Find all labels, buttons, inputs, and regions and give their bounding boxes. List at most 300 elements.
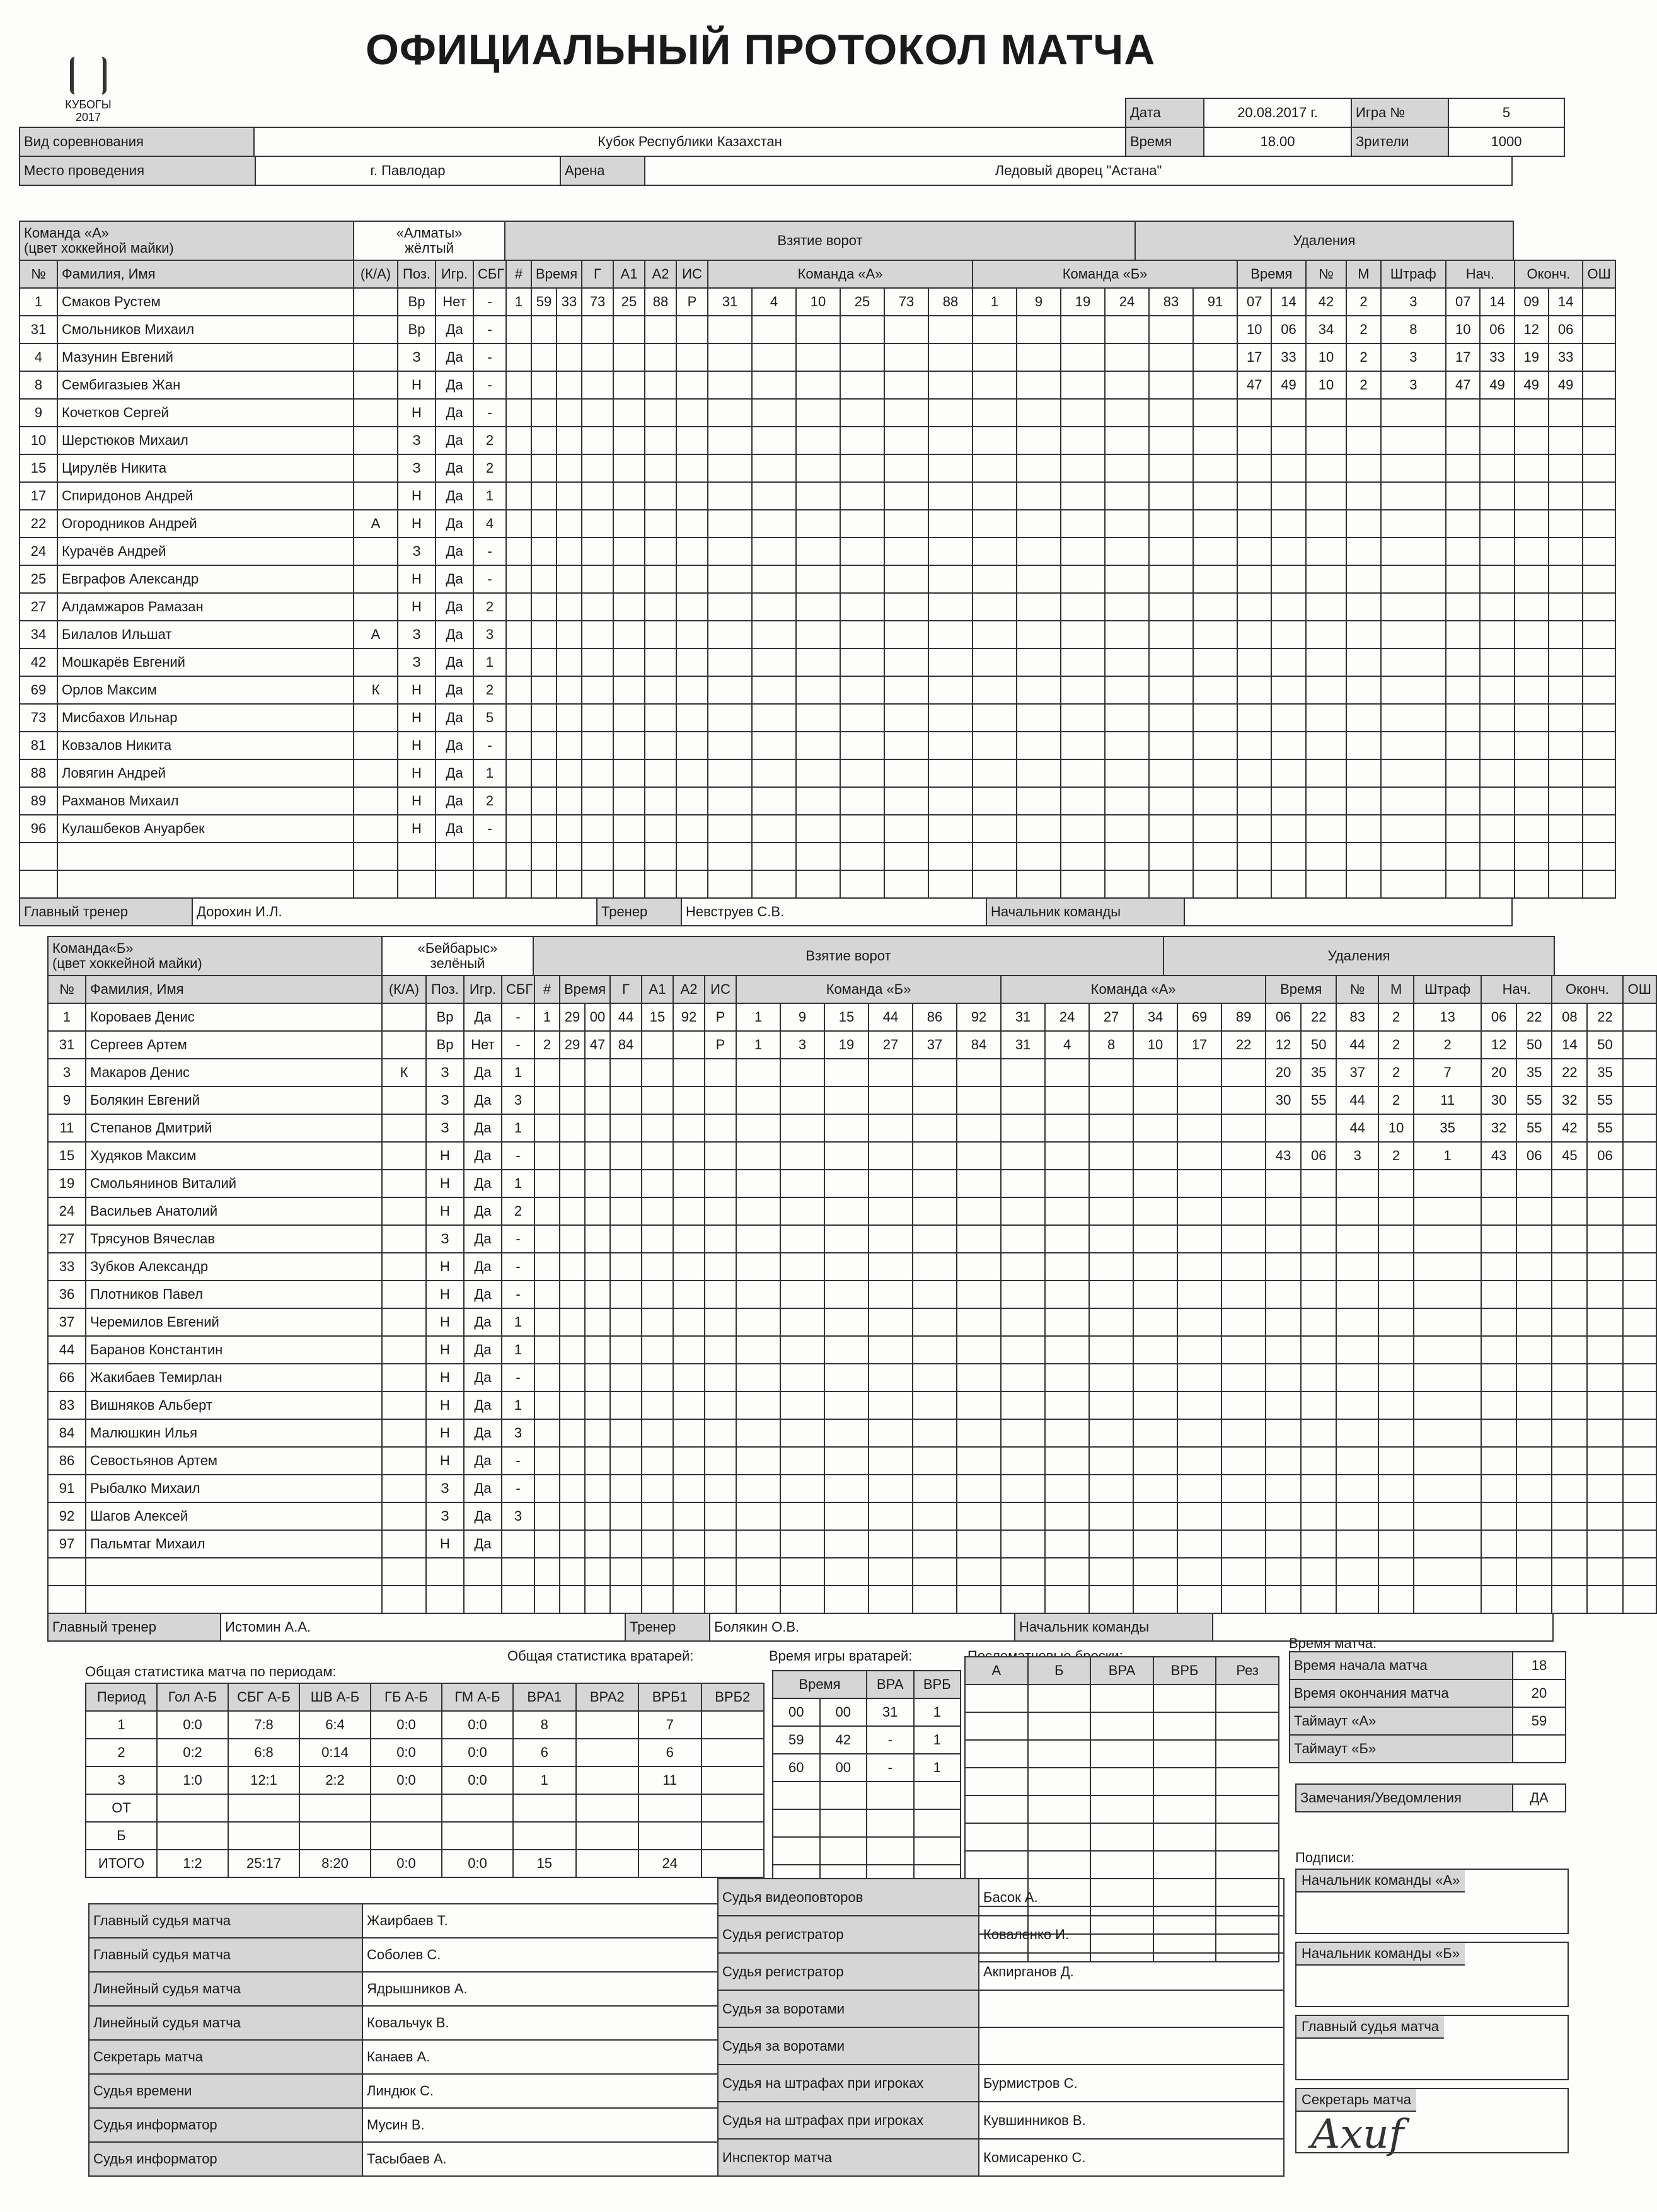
- penalty-row: [1266, 1031, 1656, 1059]
- empty-cell: [708, 870, 752, 898]
- empty-cell: [1381, 593, 1446, 621]
- player-name: Смаков Рустем: [57, 288, 354, 316]
- empty-cell: [1516, 1391, 1552, 1419]
- player-sbg: 1: [473, 482, 506, 510]
- empty-cell: [673, 1253, 705, 1281]
- empty-cell: [973, 371, 1017, 399]
- empty-cell: [20, 870, 57, 898]
- player-played: Да: [464, 1281, 502, 1308]
- penalty-cell: 44: [1336, 1031, 1378, 1059]
- empty-cell: [1336, 1419, 1378, 1447]
- on-ice-opp: 4: [1045, 1031, 1089, 1059]
- empty-cell: [1017, 759, 1061, 787]
- goal-row: [506, 815, 1237, 843]
- shootout-row: [965, 1795, 1279, 1823]
- period-cell: [157, 1794, 228, 1822]
- arena-label: Арена: [560, 156, 645, 185]
- empty-cell: [613, 648, 645, 676]
- empty-cell: [824, 1586, 869, 1613]
- empty-cell: [1028, 1712, 1091, 1740]
- player-position: З: [398, 343, 436, 371]
- empty-cell: [1481, 1391, 1516, 1419]
- empty-cell: [1583, 759, 1615, 787]
- empty-cell: [973, 870, 1017, 898]
- period-cell: 1:0: [157, 1766, 228, 1794]
- empty-cell: [1336, 1281, 1378, 1308]
- penalty-cell: 55: [1516, 1114, 1552, 1142]
- penalty-row: [1237, 815, 1615, 843]
- empty-cell: [1378, 1225, 1414, 1253]
- empty-cell: [1623, 1447, 1657, 1475]
- player-row: [20, 371, 506, 399]
- goals-header: [534, 976, 1266, 1003]
- empty-cell: [708, 316, 752, 343]
- on-ice-opp: 34: [1133, 1003, 1177, 1031]
- empty-cell: [884, 482, 928, 510]
- player-role: [382, 1114, 426, 1142]
- player-played: Да: [436, 510, 473, 538]
- empty-cell: [752, 510, 796, 538]
- penalty-row: [1266, 1336, 1656, 1364]
- empty-cell: [1045, 1197, 1089, 1225]
- empty-cell: [752, 732, 796, 759]
- player-role: [382, 1336, 426, 1364]
- empty-cell: [1105, 510, 1149, 538]
- empty-cell: [1346, 870, 1380, 898]
- empty-cell: [1301, 1225, 1336, 1253]
- empty-cell: [1061, 399, 1105, 427]
- empty-cell: [473, 870, 506, 898]
- empty-cell: [1001, 1502, 1045, 1530]
- period-cell: 12:1: [228, 1766, 299, 1794]
- empty-cell: [1017, 843, 1061, 870]
- empty-cell: [1583, 454, 1615, 482]
- player-number: 31: [48, 1031, 86, 1059]
- empty-cell: [1623, 1586, 1657, 1613]
- empty-cell: [914, 1782, 961, 1809]
- empty-cell: [884, 454, 928, 482]
- official-row: [718, 2102, 1284, 2139]
- empty-cell: [1381, 454, 1446, 482]
- empty-cell: [840, 621, 884, 648]
- empty-cell: [1378, 1308, 1414, 1336]
- player-name: Мошкарёв Евгений: [57, 648, 354, 676]
- empty-cell: [1306, 843, 1347, 870]
- empty-cell: [1346, 648, 1380, 676]
- penalty-row: [1266, 1086, 1656, 1114]
- empty-cell: [1378, 1364, 1414, 1391]
- empty-cell: [560, 1475, 585, 1502]
- empty-cell: [531, 399, 557, 427]
- empty-cell: [840, 759, 884, 787]
- empty-cell: [1266, 1586, 1301, 1613]
- empty-cell: [705, 1502, 736, 1530]
- empty-cell: [1515, 454, 1549, 482]
- penalty-cell: 19: [1515, 343, 1549, 371]
- empty-cell: [913, 1225, 957, 1253]
- penalty-cell: 49: [1549, 371, 1583, 399]
- period-col-header: ГБ А-Б: [371, 1683, 442, 1711]
- empty-cell: [752, 316, 796, 343]
- team-a-trainer: Невструев С.В.: [681, 898, 986, 926]
- on-ice-own: 37: [913, 1031, 957, 1059]
- col-on-ice-opp: Команда «Б»: [973, 260, 1237, 288]
- empty-cell: [1587, 1447, 1622, 1475]
- player-played: Да: [464, 1253, 502, 1281]
- player-sbg: 2: [473, 676, 506, 704]
- empty-cell: [1237, 787, 1271, 815]
- empty-cell: [736, 1364, 780, 1391]
- player-role: [354, 482, 398, 510]
- empty-cell: [1149, 482, 1193, 510]
- empty-cell: [1346, 510, 1380, 538]
- empty-cell: [913, 1391, 957, 1419]
- player-played: Да: [436, 316, 473, 343]
- empty-cell: [1089, 1197, 1133, 1225]
- goal-row: [506, 371, 1237, 399]
- player-sbg: -: [473, 399, 506, 427]
- empty-cell: [1089, 1253, 1133, 1281]
- empty-cell: [676, 732, 708, 759]
- goalie-cell: [701, 1850, 765, 1877]
- periods-title: Общая статистика матча по периодам:: [85, 1664, 337, 1679]
- time-label: Время: [1126, 127, 1204, 156]
- on-ice-own: 44: [869, 1003, 913, 1031]
- player-sbg: 2: [473, 454, 506, 482]
- period-cell: 0:0: [442, 1711, 513, 1739]
- empty-cell: [1216, 1685, 1279, 1712]
- empty-cell: [752, 870, 796, 898]
- empty-cell: [1177, 1308, 1221, 1336]
- official-row: [718, 1916, 1284, 1953]
- empty-cell: [1583, 427, 1615, 454]
- empty-cell: [1090, 1740, 1153, 1768]
- player-sbg: -: [502, 1253, 534, 1281]
- empty-cell: [1552, 1530, 1587, 1558]
- official-role: Судья информатор: [89, 2108, 362, 2142]
- empty-cell: [534, 1391, 560, 1419]
- empty-cell: [557, 371, 582, 399]
- penalty-cell: 2: [1346, 316, 1380, 343]
- empty-cell: [531, 815, 557, 843]
- team-a-roster: [19, 260, 507, 899]
- empty-cell: [1017, 732, 1061, 759]
- col-on-ice-own: Команда «Б»: [736, 976, 1001, 1003]
- empty-cell: [642, 1502, 673, 1530]
- player-row: [20, 427, 506, 454]
- goal-row: [506, 343, 1237, 371]
- player-name: Плотников Павел: [86, 1281, 382, 1308]
- period-cell: 0:0: [371, 1711, 442, 1739]
- penalty-row: [1237, 565, 1615, 593]
- player-position: З: [398, 538, 436, 565]
- empty-cell: [1133, 1530, 1177, 1558]
- empty-cell: [957, 1281, 1001, 1308]
- player-sbg: -: [502, 1142, 534, 1170]
- empty-cell: [560, 1114, 585, 1142]
- empty-cell: [1221, 1308, 1266, 1336]
- player-sbg: -: [473, 343, 506, 371]
- empty-cell: [1001, 1447, 1045, 1475]
- on-ice-opp: 83: [1149, 288, 1193, 316]
- empty-cell: [1446, 732, 1480, 759]
- penalty-row: [1237, 843, 1615, 870]
- goalies-title: Общая статистика вратарей:: [507, 1648, 694, 1664]
- empty-cell: [1177, 1475, 1221, 1502]
- empty-cell: [1001, 1142, 1045, 1170]
- on-ice-opp: 24: [1045, 1003, 1089, 1031]
- signature-label: Главный судья матча: [1296, 2016, 1444, 2039]
- penalty-cell: 13: [1414, 1003, 1481, 1031]
- player-position: Н: [398, 787, 436, 815]
- empty-cell: [1378, 1253, 1414, 1281]
- player-role: А: [354, 621, 398, 648]
- player-row: [20, 565, 506, 593]
- empty-cell: [1583, 787, 1615, 815]
- empty-cell: [1105, 870, 1149, 898]
- empty-cell: [928, 510, 973, 538]
- empty-cell: [1549, 538, 1583, 565]
- goal-assist1: [642, 1031, 673, 1059]
- empty-cell: [705, 1225, 736, 1253]
- penalty-cell: 14: [1271, 288, 1305, 316]
- empty-cell: [1193, 759, 1237, 787]
- empty-cell: [1221, 1114, 1266, 1142]
- empty-cell: [820, 1782, 867, 1809]
- empty-cell: [1583, 565, 1615, 593]
- empty-cell: [1177, 1059, 1221, 1086]
- empty-cell: [1133, 1281, 1177, 1308]
- empty-cell: [1237, 843, 1271, 870]
- goal-row: [534, 1225, 1266, 1253]
- empty-cell: [1480, 399, 1514, 427]
- empty-cell: [1481, 1364, 1516, 1391]
- empty-cell: [613, 454, 645, 482]
- empty-cell: [557, 454, 582, 482]
- empty-cell: [957, 1170, 1001, 1197]
- empty-cell: [585, 1281, 610, 1308]
- player-position: Н: [426, 1308, 464, 1336]
- player-name: Смольянинов Виталий: [86, 1170, 382, 1197]
- empty-cell: [824, 1419, 869, 1447]
- empty-cell: [965, 1851, 1028, 1879]
- empty-cell: [557, 343, 582, 371]
- player-sbg: -: [473, 371, 506, 399]
- empty-cell: [48, 1558, 86, 1586]
- empty-cell: [928, 538, 973, 565]
- empty-cell: [796, 815, 840, 843]
- empty-cell: [869, 1391, 913, 1419]
- empty-cell: [796, 870, 840, 898]
- player-played: Нет: [436, 288, 473, 316]
- player-sbg: 2: [473, 427, 506, 454]
- player-played: Да: [464, 1086, 502, 1114]
- player-played: Да: [464, 1475, 502, 1502]
- empty-cell: [1301, 1530, 1336, 1558]
- empty-cell: [913, 1586, 957, 1613]
- shootout-row: [965, 1768, 1279, 1795]
- empty-cell: [1346, 427, 1380, 454]
- goal-row: [534, 1308, 1266, 1336]
- empty-cell: [1149, 565, 1193, 593]
- penalty-cell: 35: [1516, 1059, 1552, 1086]
- empty-cell: [1133, 1114, 1177, 1142]
- empty-cell: [840, 343, 884, 371]
- empty-cell: [1271, 704, 1305, 732]
- empty-cell: [1061, 815, 1105, 843]
- empty-cell: [1149, 343, 1193, 371]
- penalty-cell: 07: [1446, 288, 1480, 316]
- period-cell: [228, 1794, 299, 1822]
- player-number: 83: [48, 1391, 86, 1419]
- match-time-row: [1290, 1652, 1566, 1679]
- player-name: Спиридонов Андрей: [57, 482, 354, 510]
- empty-cell: [957, 1419, 1001, 1447]
- empty-cell: [708, 759, 752, 787]
- gtime-cell: 00: [820, 1754, 867, 1782]
- empty-cell: [673, 1114, 705, 1142]
- empty-cell: [1216, 1740, 1279, 1768]
- empty-cell: [1516, 1558, 1552, 1586]
- goalie-cell: [513, 1822, 576, 1850]
- shootout-row: [965, 1851, 1279, 1879]
- player-sbg: -: [473, 538, 506, 565]
- col-pen-number: №: [1306, 260, 1347, 288]
- empty-cell: [1271, 621, 1305, 648]
- empty-cell: [1045, 1419, 1089, 1447]
- empty-cell: [928, 704, 973, 732]
- empty-cell: [928, 787, 973, 815]
- empty-cell: [736, 1391, 780, 1419]
- empty-cell: [1266, 1197, 1301, 1225]
- player-name: Вишняков Альберт: [86, 1391, 382, 1419]
- empty-cell: [752, 371, 796, 399]
- empty-cell: [1017, 482, 1061, 510]
- empty-cell: [1221, 1086, 1266, 1114]
- empty-cell: [1237, 676, 1271, 704]
- empty-cell: [928, 454, 973, 482]
- player-played: Да: [436, 593, 473, 621]
- empty-cell: [884, 427, 928, 454]
- player-position: Вр: [426, 1003, 464, 1031]
- empty-cell: [642, 1308, 673, 1336]
- empty-cell: [1271, 538, 1305, 565]
- empty-cell: [1271, 454, 1305, 482]
- player-number: 34: [20, 621, 57, 648]
- official-name: [979, 2027, 1284, 2065]
- player-number: 31: [20, 316, 57, 343]
- empty-cell: [1481, 1447, 1516, 1475]
- official-name: Тасыбаев А.: [362, 2142, 718, 2176]
- empty-cell: [1028, 1823, 1091, 1851]
- empty-cell: [840, 454, 884, 482]
- empty-cell: [585, 1502, 610, 1530]
- player-row: [20, 843, 506, 870]
- empty-cell: [613, 870, 645, 898]
- player-number: 33: [48, 1253, 86, 1281]
- period-row: [86, 1822, 513, 1850]
- empty-cell: [773, 1782, 820, 1809]
- empty-cell: [1446, 621, 1480, 648]
- period-cell: 0:2: [157, 1739, 228, 1766]
- empty-cell: [869, 1086, 913, 1114]
- empty-cell: [1089, 1419, 1133, 1447]
- empty-cell: [1587, 1308, 1622, 1336]
- player-row: [20, 870, 506, 898]
- gtime-cell: 00: [773, 1698, 820, 1726]
- empty-cell: [1446, 787, 1480, 815]
- empty-cell: [913, 1419, 957, 1447]
- empty-cell: [531, 787, 557, 815]
- player-row: [20, 343, 506, 371]
- empty-cell: [780, 1364, 824, 1391]
- empty-cell: [1221, 1475, 1266, 1502]
- empty-cell: [1149, 593, 1193, 621]
- empty-cell: [1583, 815, 1615, 843]
- empty-cell: [1266, 1336, 1301, 1364]
- empty-cell: [645, 704, 676, 732]
- empty-cell: [1516, 1170, 1552, 1197]
- empty-cell: [582, 510, 613, 538]
- empty-cell: [1446, 538, 1480, 565]
- goal-row: [506, 454, 1237, 482]
- player-row: [20, 704, 506, 732]
- player-row: [20, 787, 506, 815]
- empty-cell: [1221, 1364, 1266, 1391]
- empty-cell: [913, 1558, 957, 1586]
- empty-cell: [965, 1740, 1028, 1768]
- player-row: [48, 1197, 534, 1225]
- empty-cell: [1017, 343, 1061, 371]
- signature-box: [1295, 1869, 1569, 1934]
- col-situation: ИС: [676, 260, 708, 288]
- col-goal-scorer: Г: [582, 260, 613, 288]
- empty-cell: [965, 1685, 1028, 1712]
- empty-cell: [676, 565, 708, 593]
- empty-cell: [1306, 399, 1347, 427]
- empty-cell: [676, 343, 708, 371]
- official-role: Судья информатор: [89, 2142, 362, 2176]
- match-time-label: Время начала матча: [1290, 1652, 1513, 1679]
- goal-scorer: 44: [610, 1003, 642, 1031]
- empty-cell: [1549, 676, 1583, 704]
- penalty-row: [1237, 704, 1615, 732]
- empty-cell: [1336, 1586, 1378, 1613]
- gtime-cell: 31: [867, 1698, 914, 1726]
- on-ice-own: 25: [840, 288, 884, 316]
- empty-cell: [534, 1197, 560, 1225]
- empty-cell: [1516, 1364, 1552, 1391]
- empty-cell: [1480, 759, 1514, 787]
- empty-cell: [1216, 1712, 1279, 1740]
- empty-cell: [1193, 399, 1237, 427]
- goal-assist1: 25: [613, 288, 645, 316]
- empty-cell: [1414, 1502, 1481, 1530]
- empty-cell: [582, 870, 613, 898]
- empty-cell: [1193, 815, 1237, 843]
- empty-cell: [1271, 732, 1305, 759]
- empty-cell: [1549, 593, 1583, 621]
- empty-cell: [708, 843, 752, 870]
- empty-cell: [869, 1114, 913, 1142]
- period-cell: 0:0: [442, 1739, 513, 1766]
- empty-cell: [1480, 482, 1514, 510]
- empty-cell: [1090, 1685, 1153, 1712]
- penalty-cell: 42: [1552, 1114, 1587, 1142]
- player-position: Н: [426, 1142, 464, 1170]
- empty-cell: [705, 1419, 736, 1447]
- empty-cell: [1623, 1558, 1657, 1586]
